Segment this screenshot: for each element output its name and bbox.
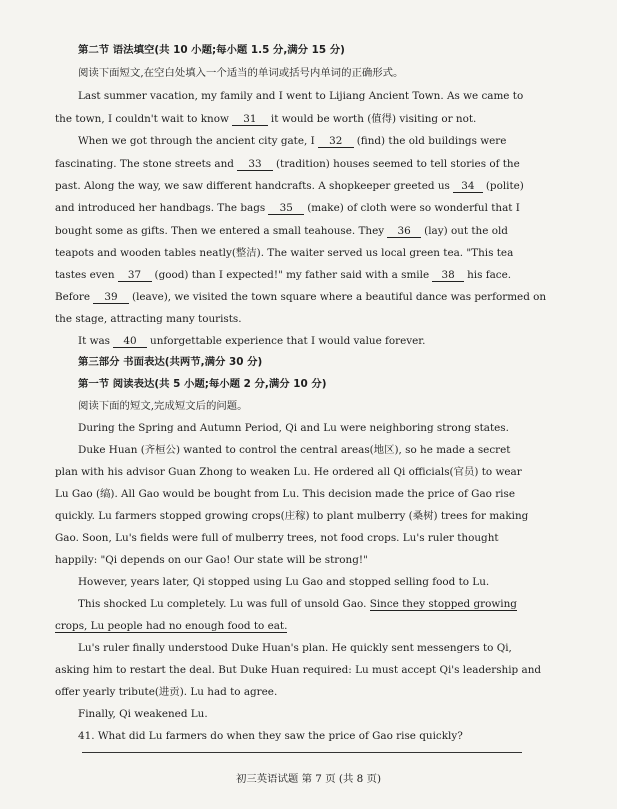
underlined-sentence: crops, Lu people had no enough food to eat. <box>55 620 288 632</box>
blank-40[interactable]: 40 <box>113 335 147 348</box>
reading-line: plan with his advisor Guan Zhong to weaken Lu. He ordered all Qi officials(官员) to wear <box>55 466 522 478</box>
reading-line: Gao. Soon, Lu's fields were full of mulberry trees, not food crops. Lu's ruler thought <box>55 532 499 544</box>
passage-line: fascinating. The stone streets and 33 (tradition) houses seemed to tell stories of the <box>55 158 520 170</box>
reading-line: Finally, Qi weakened Lu. <box>78 708 208 720</box>
passage-line: teapots and wooden tables neatly(整洁). The waiter served us local green tea. "This tea <box>55 247 514 259</box>
reading-line: However, years later, Qi stopped using Lu Gao and stopped selling food to Lu. <box>78 576 490 588</box>
reading-line: Duke Huan (齐桓公) wanted to control the central areas(地区), so he made a secret <box>78 444 511 456</box>
reading-instruction: 阅读下面的短文,完成短文后的问题。 <box>78 400 248 412</box>
reading-line: quickly. Lu farmers stopped growing crops(庄稼) to plant mulberry (桑树) trees for making <box>55 510 529 522</box>
passage-line: and introduced her handbags. The bags 35 (make) of cloth were so wonderful that I <box>55 202 520 214</box>
question-41: 41. What did Lu farmers do when they saw the price of Gao rise quickly? <box>78 730 463 742</box>
reading-line: asking him to restart the deal. But Duke Huan required: Lu must accept Qi's leadership and <box>55 664 542 676</box>
passage-line: When we got through the ancient city gate, I 32 (find) the old buildings were <box>78 135 507 147</box>
answer-line-41[interactable] <box>82 752 522 753</box>
sub-section-heading: 第一节 阅读表达(共 5 小题;每小题 2 分,满分 10 分) <box>78 378 327 390</box>
blank-33[interactable]: 33 <box>237 158 273 171</box>
blank-35[interactable]: 35 <box>268 202 304 215</box>
part-heading: 第三部分 书面表达(共两节,满分 30 分) <box>78 356 263 368</box>
passage-line: It was 40 unforgettable experience that I would value forever. <box>78 335 426 347</box>
underlined-sentence: Since they stopped growing <box>369 598 517 610</box>
section-heading: 第二节 语法填空(共 10 小题;每小题 1.5 分,满分 15 分) <box>78 44 345 56</box>
reading-line: offer yearly tribute(进贡). Lu had to agree. <box>55 686 278 698</box>
blank-32[interactable]: 32 <box>318 135 354 148</box>
passage-line: bought some as gifts. Then we entered a small teahouse. They 36 (lay) out the old <box>55 225 508 237</box>
passage-line: Before 39 (leave), we visited the town square where a beautiful dance was performed on <box>55 291 547 303</box>
reading-line: This shocked Lu completely. Lu was full of unsold Gao. Since they stopped growing <box>78 598 517 610</box>
blank-37[interactable]: 37 <box>118 269 152 282</box>
blank-31[interactable]: 31 <box>232 113 268 126</box>
passage-line: the town, I couldn't wait to know 31 it would be worth (值得) visiting or not. <box>55 113 477 125</box>
section-instruction: 阅读下面短文,在空白处填入一个适当的单词或括号内单词的正确形式。 <box>78 67 404 79</box>
passage-line: past. Along the way, we saw different handcrafts. A shopkeeper greeted us 34 (polite) <box>55 180 524 192</box>
blank-39[interactable]: 39 <box>93 291 129 304</box>
blank-38[interactable]: 38 <box>432 269 464 282</box>
blank-34[interactable]: 34 <box>453 180 483 193</box>
blank-36[interactable]: 36 <box>387 225 421 238</box>
reading-line: Lu Gao (缟). All Gao would be bought from Lu. This decision made the price of Gao rise <box>55 488 515 500</box>
passage-line: Last summer vacation, my family and I went to Lijiang Ancient Town. As we came to <box>78 90 524 102</box>
passage-line: tastes even 37 (good) than I expected!" my father said with a smile 38 his face. <box>55 269 512 281</box>
reading-line: Lu's ruler finally understood Duke Huan's plan. He quickly sent messengers to Qi, <box>78 642 512 654</box>
passage-line: the stage, attracting many tourists. <box>55 313 242 325</box>
reading-line: During the Spring and Autumn Period, Qi and Lu were neighboring strong states. <box>78 422 509 434</box>
page-footer: 初三英语试题 第 7 页 (共 8 页) <box>235 773 382 785</box>
reading-line: happily: "Qi depends on our Gao! Our state will be strong!" <box>55 554 368 566</box>
reading-line <box>55 619 287 633</box>
